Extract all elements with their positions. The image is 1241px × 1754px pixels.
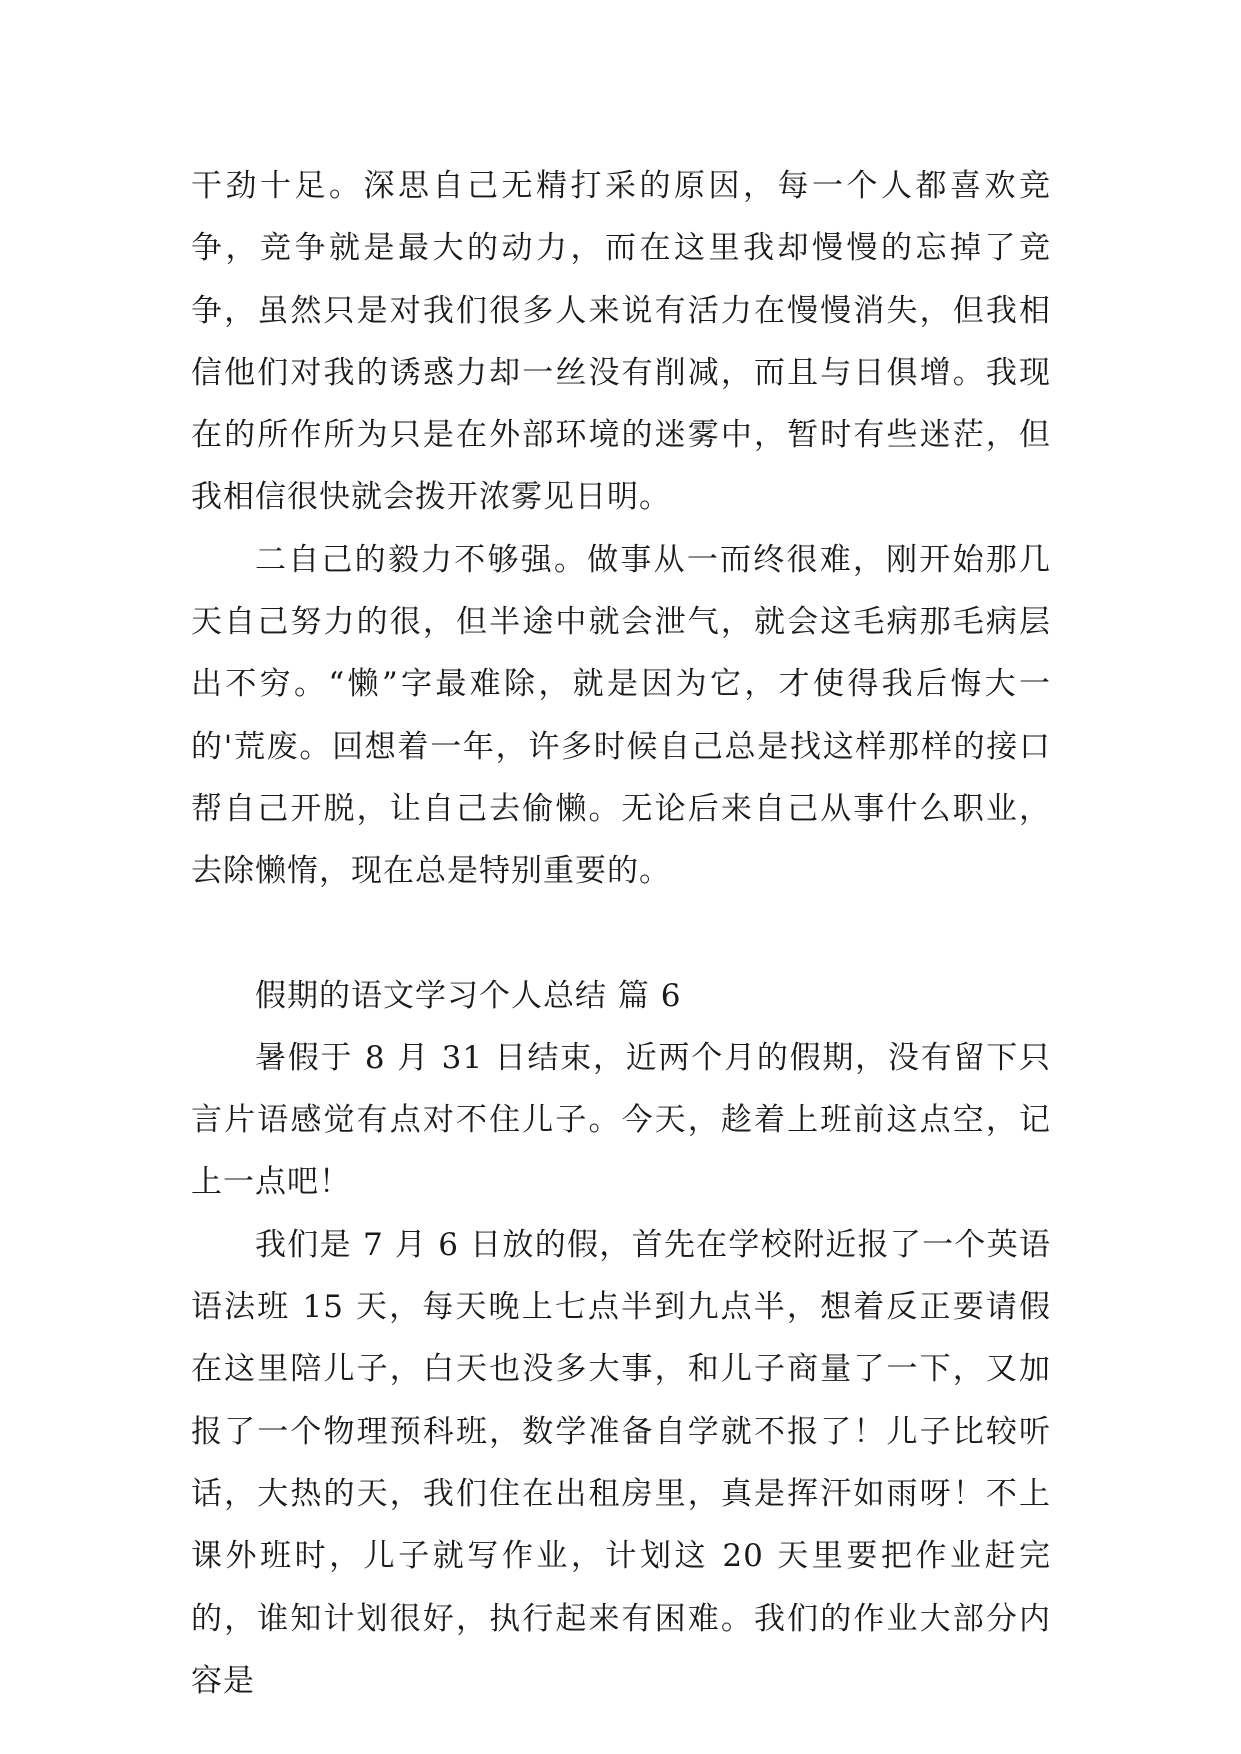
paragraph-classes: 我们是 7 月 6 日放的假，首先在学校附近报了一个英语语法班 15 天，每天晚上七点半到九点半，想着反正要请假在这里陪儿子，白天也没多大事，和儿子商量了一下，又加报了一个物理预科班，数学准备自学就不报了！儿子比较听话，大热的天，我们住在出租房里，真是挥汗如雨呀！不上课外班时，儿子就写作业，计划这 20 天里要把作业赶完的，谁知计划很好，执行起来有困难。我们的作业大部分内容是 — [191, 1226, 1051, 1699]
paragraph-perseverance: 二自己的毅力不够强。做事从一而终很难，刚开始那几天自己努力的很，但半途中就会泄气，就会这毛病那毛病层出不穷。“懒”字最难除，就是因为它，才使得我后悔大一的'荒废。回想着一年，许多时候自己总是找这样那样的接口帮自己开脱，让自己去偷懒。无论后来自己从事什么职业，去除懒惰，现在总是特别重要的。 — [191, 541, 1051, 890]
section-spacer — [191, 903, 1051, 965]
paragraph-continuation: 干劲十足。深思自己无精打采的原因，每一个人都喜欢竞争，竞争就是最大的动力，而在这里我却慢慢的忘掉了竞争，虽然只是对我们很多人来说有活力在慢慢消失，但我相信他们对我的诱惑力却一丝没有削减，而且与日俱增。我现在的所作所为只是在外部环境的迷雾中，暂时有些迷茫，但我相信很快就会拨开浓雾见日明。 — [191, 168, 1051, 516]
document-body — [191, 155, 1051, 1712]
section-heading: 假期的语文学习个人总结 篇 6 — [255, 977, 682, 1014]
paragraph-summer-end: 暑假于 8 月 31 日结束，近两个月的假期，没有留下只言片语感觉有点对不住儿子。今天，趁着上班前这点空，记上一点吧！ — [191, 1039, 1051, 1201]
